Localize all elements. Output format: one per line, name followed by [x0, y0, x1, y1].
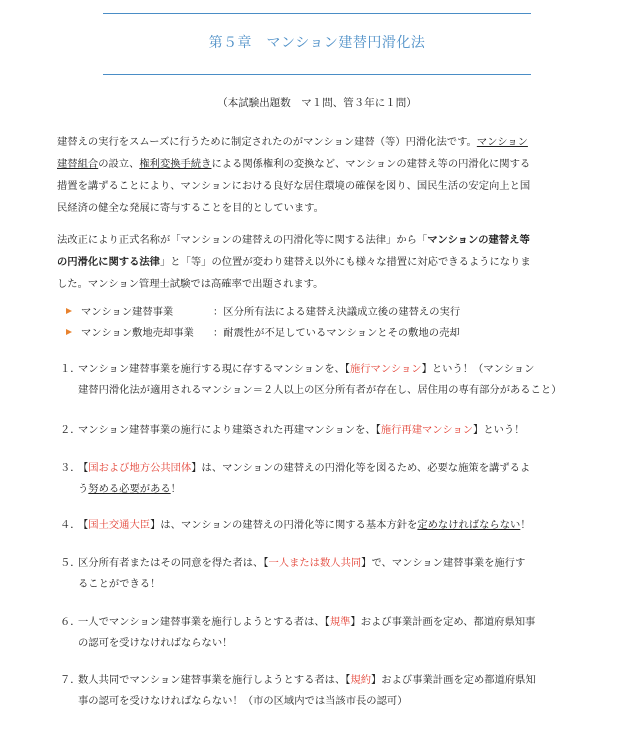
item-line — [78, 420, 580, 441]
list-item-5 — [60, 553, 580, 595]
underlined-term: 権利変換手続き — [139, 158, 212, 170]
text: 】は、マンションの建替えの円滑化等に関する基本方針を — [150, 519, 418, 531]
item-line: 建替円滑化法が適用されるマンション＝２人以上の区分所有者が存在し、居住用の専有部分があること） — [78, 384, 562, 396]
text: 】で、マンション建替事業を施行す — [361, 557, 526, 569]
text: 】および事業計画を定め、都道府県知事 — [350, 616, 536, 628]
underlined-term: 建替組合 — [57, 158, 99, 170]
bullet-desc: ：耐震性が不足しているマンションとその敷地の売却 — [213, 327, 460, 339]
key-term: 国および地方公共団体 — [88, 462, 192, 474]
text: 」と「等」の位置が変わり建替え以外にも様々な措置に対応できるようになりま — [159, 256, 531, 268]
item-line — [78, 479, 580, 500]
list-item-2 — [60, 420, 580, 441]
item-line — [78, 515, 580, 536]
underlined-term: マンション — [476, 136, 528, 148]
bullet-triangle-icon — [66, 308, 72, 314]
item-line — [78, 670, 580, 691]
item-number: １． — [60, 363, 81, 375]
text: 建替えの実行をスムーズに行うために制定されたのがマンション建替（等）円滑化法です。 — [57, 136, 477, 148]
intro-paragraph-1 — [57, 131, 579, 219]
bold-term: マンションの建替え等 — [427, 234, 530, 246]
list-item-1 — [60, 359, 580, 401]
intro-p1-line-4: 民経済の健全な発展に寄与することを目的としています。 — [57, 202, 324, 214]
underlined-term: 努める必要がある — [88, 483, 171, 495]
key-term: 規準 — [329, 616, 351, 628]
list-item-4 — [60, 515, 580, 536]
intro-p2-line-3: した。マンション管理士試験では高確率で出題されます。 — [57, 278, 324, 290]
item-number: ４． — [60, 519, 81, 531]
item-line: 事の認可を受けなければならない！（市の区域内では当該市長の認可） — [78, 695, 408, 707]
exam-frequency-note: （本試験出題数 マ１問、管３年に１問） — [217, 97, 417, 109]
text: 数人共同でマンション建替事業を施行しようとする者は、【 — [78, 674, 351, 686]
item-number: ２． — [60, 424, 81, 436]
title-rule-bottom — [103, 74, 531, 75]
bullet-desc: ：区分所有法による建替え決議成立後の建替えの実行 — [213, 306, 461, 318]
bullet-item — [66, 307, 460, 327]
bullet-term: マンション敷地売却事業 — [81, 327, 194, 339]
text: 】および事業計画を定め都道府県知 — [371, 674, 536, 686]
key-term: 一人または数人共同 — [268, 557, 362, 569]
item-line: ることができる！ — [78, 578, 161, 590]
text: 【 — [78, 519, 89, 531]
chapter-title: 第５章 マンション建替円滑化法 — [208, 35, 426, 51]
bullet-item — [66, 328, 460, 348]
list-item-6 — [60, 612, 580, 654]
text: 区分所有者またはその同意を得た者は、【 — [78, 557, 269, 569]
item-line — [78, 359, 580, 380]
intro-p1-line-2 — [57, 153, 579, 175]
text: 法改正により正式名称が「マンションの建替えの円滑化等に関する法律」から「 — [57, 234, 428, 246]
text: 一人でマンション建替事業を施行しようとする者は、【 — [78, 616, 330, 628]
text: ！ — [170, 483, 181, 495]
item-line — [78, 458, 580, 479]
key-term: 規約 — [350, 674, 371, 686]
list-item-3 — [60, 458, 580, 500]
bold-term: の円滑化に関する法律 — [57, 256, 160, 268]
text: 】は、マンションの建替えの円滑化等を図るため、必要な施策を講ずるよ — [191, 462, 531, 474]
intro-p2-line-2 — [57, 251, 579, 273]
text: ！ — [520, 519, 531, 531]
item-line — [78, 553, 580, 574]
text: う — [78, 483, 89, 495]
text: 【 — [78, 462, 89, 474]
list-item-7 — [60, 670, 580, 712]
intro-p1-line-1 — [57, 131, 579, 153]
text: による関係権利の変換など、マンションの建替え等の円滑化に関する — [211, 158, 531, 170]
key-term: 国土交通大臣 — [88, 519, 151, 531]
intro-p1-line-3: 措置を講ずることにより、マンションにおける良好な居住環境の確保を図り、国民生活の安定向上と国 — [57, 180, 531, 192]
bullet-triangle-icon — [66, 329, 72, 335]
item-number: ６． — [60, 616, 81, 628]
key-term: 施行再建マンション — [380, 424, 474, 436]
underlined-term: 定めなければならない — [417, 519, 521, 531]
text: マンション建替事業の施行により建築された再建マンションを、【 — [78, 424, 381, 436]
item-number: ３． — [60, 462, 81, 474]
item-line: の認可を受けなければならない！ — [78, 637, 233, 649]
intro-paragraph-2 — [57, 229, 579, 295]
key-term: 施行マンション — [349, 363, 422, 375]
item-number: ５． — [60, 557, 81, 569]
item-number: ７． — [60, 674, 81, 686]
item-line — [78, 612, 580, 633]
title-rule-top — [103, 13, 531, 14]
text: の設立、 — [98, 158, 140, 170]
text: マンション建替事業を施行する現に存するマンションを、【 — [78, 363, 350, 375]
text: 】という！ — [473, 424, 525, 436]
text: 】という！（マンション — [421, 363, 535, 375]
bullet-term: マンション建替事業 — [81, 306, 174, 318]
intro-p2-line-1 — [57, 229, 579, 251]
